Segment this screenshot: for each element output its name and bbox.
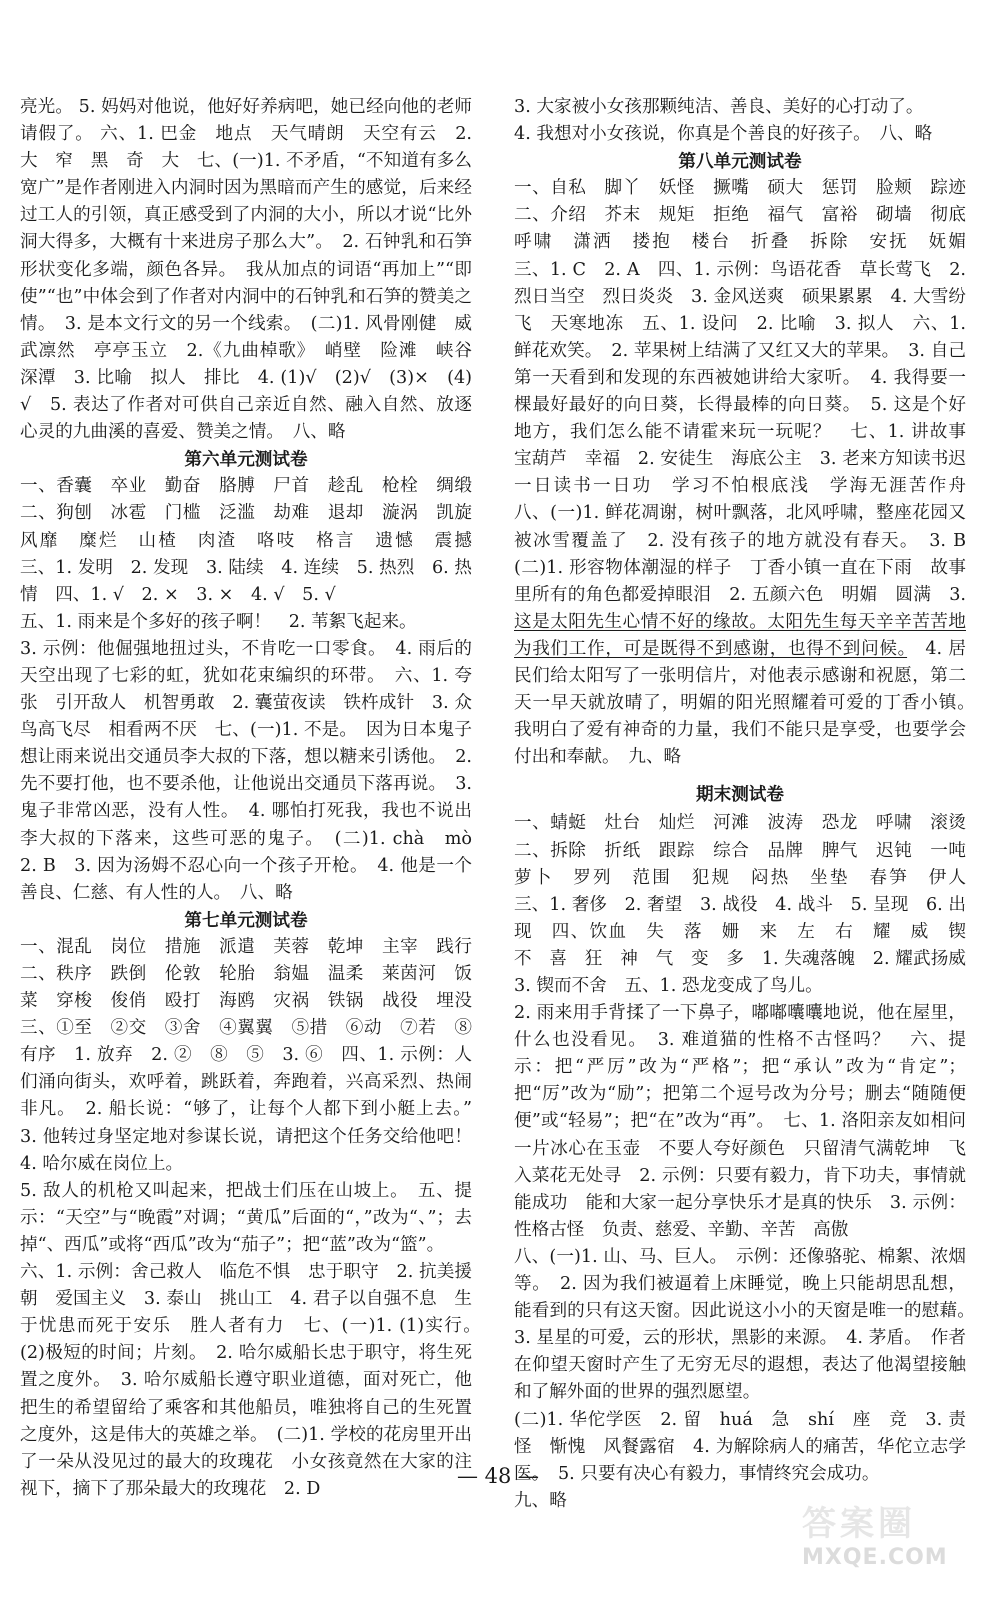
- underlined-answer: 这是太阳先生心情不好的缘故。太阳先生每天辛辛苦苦地为我们工作，可是既得不到感谢，也得不到问候。: [514, 611, 966, 659]
- heading-final-test: 期末测试卷: [696, 784, 784, 806]
- unit6-answers-part2: 五、1. 雨来是个多好的孩子啊！ 2. 苇絮飞起来。: [20, 611, 417, 632]
- unit7-answers-part2: 5. 敌人的机枪又叫起来，把战士们压在山坡上。 五、提示：“天空”与“晚霞”对调；“黄瓜”后面的“，”改为“、”；去掉“、西瓜”或将“西瓜”改为“茄子”；把“蓝”改为“篮”。: [20, 1180, 472, 1255]
- final-answers-part2: 2. 雨来用手背揉了一下鼻子，嘟嘟囔囔地说，他在屋里，什么也没看见。 3. 难道猫的性格不古怪吗？ 六、提示：把“严厉”改为“严格”；把“承认”改为“肯定”；把“厉”改为“励”；把第二个逗号改为分号；删去“随随便便”或“轻易”；把“在”改为“再”。 七、1. 洛阳亲友如相问 一片冰心在玉壶 不要人夸好颜色 只留清气满乾坤 飞入菜花无处寻 2. 示例：只要有毅力，肯下功夫，事情就能成功 能和大家一起分享快乐才是真的快乐 3. 示例：性格古怪 负责、慈爱、辛勤、辛苦 高傲: [514, 1003, 984, 1240]
- unit5-answers-continued: 亮光。 5. 妈妈对他说，他好好养病吧，她已经向他的老师请假了。 六、1. 巴金 地点 天气晴朗 天空有云 2. 大 窄 黑 奇 大 七、(一)1. 不矛盾，“不知道有多么宽广”是作者刚进入内洞时因为黑暗而产生的感觉，后来经过工人的引领，真正感受到了内洞的大小，所以才说“比外洞大得多，大概有十来进房子那么大”。 2. 石钟乳和石笋形状变化多端，颜色各异。 我从加点的词语“再加上”“即使”“也”中体会到了作者对内洞中的石钟乳和石笋的赞美之情。 3. 是本文行文的另一个线索。 (二)1. 风骨刚健 威武凛然 亭亭玉立 2.《九曲棹歌》 峭壁 险滩 峡谷 深潭 3. 比喻 拟人 排比 4. (1)√ (2)√ (3)× (4)√ 5. 表达了作者对可供自己亲近自然、融入自然、放逐心灵的九曲溪的喜爱、赞美之情。 八、略: [20, 97, 490, 443]
- unit7-answers-end-2: 4. 我想对小女孩说，你真是个善良的好孩子。 八、略: [514, 124, 933, 145]
- answer-column-left: [20, 94, 490, 1503]
- unit7-answers-part1: 一、混乱 岗位 措施 派遣 芙蓉 乾坤 主宰 践行 二、秩序 跌倒 伦敦 轮胎 翁媪 温柔 莱茵河 饭菜 穿梭 俊俏 殴打 海鸥 灾祸 铁锅 战役 埋没 三、①至 ②交 ③舍 ④翼翼 ⑤措 ⑥动 ⑦若 ⑧有序 1. 放弃 2. ② ⑧ ⑤ 3. ⑥ 四、1. 示例：人们涌向街头，欢呼着，跳跃着，奔跑着，兴高采烈、热闹非凡。 2. 船长说：“够了，让每个人都下到小艇上去。” 3. 他转过身坚定地对参谋长说，请把这个任务交给他吧！ 4. 哈尔威在岗位上。: [20, 936, 490, 1174]
- unit8-answers-text: 一、自私 脚丫 妖怪 撅嘴 硕大 惩罚 脸颊 踪迹 二、介绍 芥末 规矩 拒绝 福气 富裕 砌墙 彻底 呼啸 潇洒 搂抱 楼台 折叠 拆除 安抚 妩媚 三、1. C 2. A 四、1. 示例：鸟语花香 草长莺飞 2. 烈日当空 烈日炎炎 3. 金风送爽 硕果累累 4. 大雪纷飞 天寒地冻 五、1. 设问 2. 比喻 3. 拟人 六、1. 鲜花欢笑。 2. 苹果树上结满了又红又大的苹果。 3. 自己第一天看到和发现的东西被她讲给大家听。 4. 我得要一棵最好最好的向日葵，长得最棒的向日葵。 5. 这是个好地方，我们怎么能不请霍来玩一玩呢？ 七、1. 讲故事 宝葫芦 幸福 2. 安徒生 海底公主 3. 老来方知读书迟 一日读书一日功 学习不怕根底浅 学海无涯苦作舟 八、(一)1. 鲜花凋谢，树叶飘落，北风呼啸，整座花园又被冰雪覆盖了 2. 没有孩子的地方就没有春天。 3. B (二)1. 形容物体潮湿的样子 丁香小镇一直在下雨 故事里所有的角色都爱掉眼泪 2. 五颜六色 明媚 圆满 3.: [514, 178, 984, 605]
- unit6-answers-part1: 一、香囊 卒业 勤奋 胳膊 尸首 趁乱 枪栓 绸缎 二、狗刨 冰雹 门槛 泛滥 劫难 退却 漩涡 凯旋 风靡 糜烂 山楂 肉渣 咯吱 格言 遗憾 震撼 三、1. 发明 2. 发现 3. 陆续 4. 连续 5. 热烈 6. 热情 四、1. √ 2. × 3. × 4. √ 5. √: [20, 476, 490, 605]
- unit7-answers-end-1: 3. 大家被小女孩那颗纯洁、善良、美好的心打动了。: [514, 97, 924, 117]
- heading-unit6-test: 第六单元测试卷: [184, 449, 308, 471]
- unit6-answers-part3: 3. 示例：他倔强地扭过头，不肯吃一口零食。 4. 雨后的天空出现了七彩的虹，犹如花束编织的环带。 六、1. 夸张 引开敌人 机智勇敢 2. 囊萤夜读 铁杵成针 3. 众鸟高飞尽 相看两不厌 七、(一)1. 不是。 因为日本鬼子想让雨来说出交通员李大叔的下落，想以糖来引诱他。 2. 先不要打他，也不要杀他，让他说出交通员下落再说。 3. 鬼子非常凶恶，没有人性。 4. 哪怕打死我，我也不说出李大叔的下落来，这些可恶的鬼子。 (二)1. chà mò 2. B 3. 因为汤姆不忍心向一个孩子开枪。 4. 他是一个善良、仁慈、有人性的人。 八、略: [20, 638, 490, 903]
- unit8-answers: [514, 175, 984, 771]
- answer-column-right: [514, 94, 984, 1515]
- heading-unit8-test: 第八单元测试卷: [678, 151, 802, 173]
- final-answers-part1: 一、蜻蜓 灶台 灿烂 河滩 波涛 恐龙 呼啸 滚烫 二、拆除 折纸 跟踪 综合 品牌 脾气 迟钝 一吨 萝卜 罗列 范围 犯规 闷热 坐垫 春笋 伊人 三、1. 奢侈 2. 奢望 3. 战役 4. 战斗 5. 呈现 6. 出现 四、饮血 失 落 姗 来 左 右 耀 威 锲 不 喜 狂 神 气 变 多 1. 失魂落魄 2. 耀武扬威 3. 锲而不舍 五、1. 恐龙变成了鸟儿。: [514, 813, 984, 996]
- final-answers-part4: (二)1. 华佗学医 2. 留 huá 急 shí 座 竞 3. 责怪 惭愧 风餐露宿 4. 为解除病人的痛苦，华佗立志学医。 5. 只要有决心有毅力，事情终究会成功。: [514, 1409, 966, 1484]
- watermark-url: MXQE.COM: [802, 1545, 948, 1570]
- final-answers-part5: 九、略: [514, 1490, 567, 1511]
- watermark-logo-text: 答案圈: [802, 1504, 916, 1544]
- watermark-logo: [802, 1496, 962, 1576]
- final-answers-part3: 八、(一)1. 山、马、巨人。 示例：还像骆驼、棉絮、浓烟等。 2. 因为我们被逼着上床睡觉，晚上只能胡思乱想，能看到的只有这天窗。因此说这小小的天窗是唯一的慰藉。 3. 星星的可爱，云的形状，黑影的来源。 4. 茅盾。 作者在仰望天窗时产生了无穷无尽的遐想，表达了他渴望接触和了解外面的世界的强烈愿望。: [514, 1246, 984, 1403]
- page-number: — 48 —: [456, 1464, 540, 1488]
- unit8-answers-tail: 4. 居民们给太阳写了一张明信片，对他表示感谢和祝愿，第二天一早天就放晴了，明媚的阳光照耀着可爱的丁香小镇。 我明白了爱有神奇的力量，我们不能只是享受，也要学会付出和奉献。 九、略: [514, 638, 984, 768]
- unit7-answers-part3: 六、1. 示例：舍己救人 临危不惧 忠于职守 2. 抗美援朝 爱国主义 3. 泰山 挑山工 4. 君子以自强不息 生于忧患而死于安乐 胜人者有力 七、(一)1. (1)实行。 (2)极短的时间；片刻。 2. 哈尔威船长忠于职守，将生死置之度外。 3. 哈尔威船长遵守职业道德，面对死亡，他把生的希望留给了乘客和其他船员，唯独将自己的生死置之度外，这是伟大的英雄之举。 (二)1. 学校的花房里开出了一朵从没见过的最大的玫瑰花 小女孩竟然在大家的注视下，摘下了那朵最大的玫瑰花 2. D: [20, 1262, 490, 1499]
- heading-unit7-test: 第七单元测试卷: [184, 909, 308, 931]
